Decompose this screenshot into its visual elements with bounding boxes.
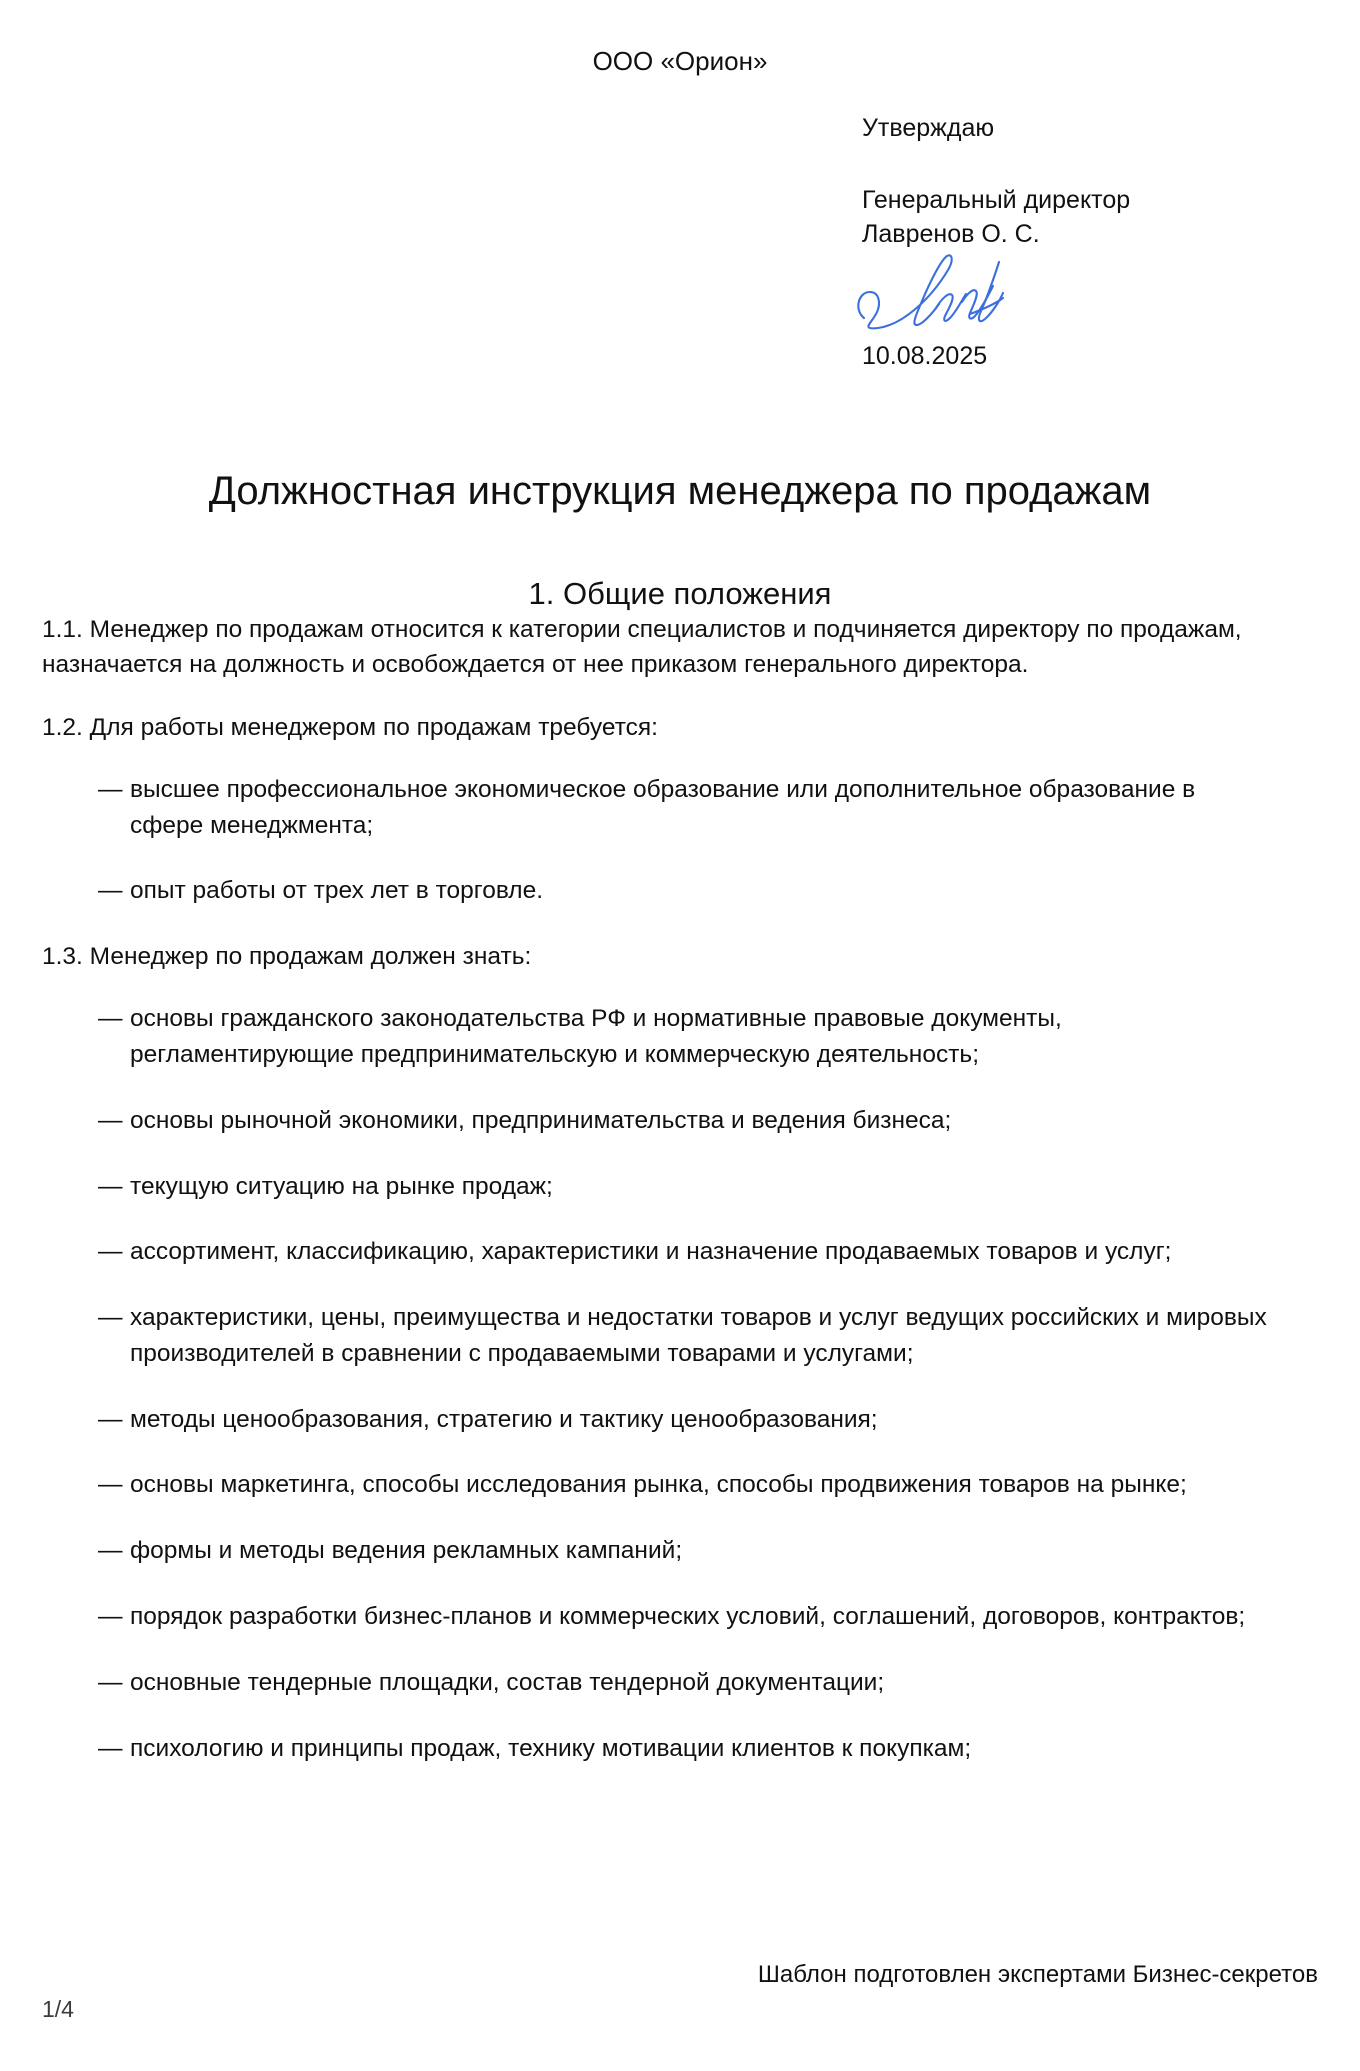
bullet-dash-icon: — — [98, 1405, 123, 1433]
list-item — [42, 1300, 1268, 1372]
list-item — [42, 1665, 1268, 1701]
bullet-dash-icon: — — [98, 775, 123, 803]
page-number: 1/4 — [42, 1996, 74, 2022]
signature-icon — [848, 248, 1038, 340]
knowledge-list — [42, 1001, 1268, 1766]
list-item-text: основы маркетинга, способы исследования рынка, способы продвижения товаров на рынке; — [130, 1471, 1187, 1499]
list-item-text: основы рыночной экономики, предпринимательства и ведения бизнеса; — [130, 1106, 952, 1134]
list-item-text: характеристики, цены, преимущества и недостатки товаров и услуг ведущих российских и мировых производителей в сравнении с продаваемыми товарами и услугами; — [130, 1304, 1267, 1367]
clause-1-2: 1.2. Для работы менеджером по продажам требуется: — [42, 713, 658, 741]
approval-spacer — [862, 146, 1302, 184]
requirements-list — [42, 772, 1268, 909]
list-item-text: основы гражданского законодательства РФ и нормативные правовые документы, регламентирующие предпринимательскую и коммерческую деятельность; — [130, 1005, 1062, 1069]
bullet-dash-icon: — — [98, 1734, 123, 1762]
signature-date: 10.08.2025 — [862, 342, 988, 370]
approval-block — [862, 112, 1302, 251]
list-item-text: опыт работы от трех лет в торговле. — [130, 877, 544, 905]
bullet-dash-icon: — — [98, 1537, 123, 1565]
list-item-text: методы ценообразования, стратегию и тактику ценообразования; — [130, 1405, 878, 1433]
page-title: Должностная инструкция менеджера по продажам — [208, 468, 1152, 513]
list-item-text: формы и методы ведения рекламных кампаний; — [130, 1537, 683, 1565]
bullet-dash-icon: — — [98, 1471, 123, 1499]
section-heading: 1. Общие положения — [528, 575, 832, 611]
list-item — [42, 1001, 1268, 1073]
bullet-dash-icon: — — [98, 1005, 123, 1033]
bullet-dash-icon: — — [98, 1304, 123, 1332]
signer-name: Лавренов О. С. — [862, 219, 1040, 248]
bullet-dash-icon: — — [98, 1603, 123, 1631]
list-item — [42, 1234, 1268, 1270]
list-item — [42, 772, 1268, 844]
list-item-text: ассортимент, классификацию, характеристики и назначение продаваемых товаров и услуг; — [130, 1238, 1172, 1266]
list-item-text: высшее профессиональное экономическое образование или дополнительное образование в сфере менеджмента; — [130, 775, 1196, 839]
bullet-dash-icon: — — [98, 1668, 123, 1696]
list-item — [42, 1533, 1268, 1569]
signer-position: Генеральный директор — [862, 185, 1131, 214]
bullet-dash-icon: — — [98, 1106, 123, 1134]
list-item-text: порядок разработки бизнес-планов и коммерческих условий, соглашений, договоров, контрактов; — [130, 1603, 1246, 1631]
list-item — [42, 1731, 1268, 1767]
footer-credit: Шаблон подготовлен экспертами Бизнес-секретов — [757, 1961, 1318, 1988]
list-item-text: текущую ситуацию на рынке продаж; — [130, 1172, 553, 1200]
list-item — [42, 1169, 1268, 1205]
bullet-dash-icon: — — [98, 1172, 123, 1200]
document-body — [42, 612, 1268, 1766]
list-item — [42, 1467, 1268, 1503]
clause-1-1: 1.1. Менеджер по продажам относится к категории специалистов и подчиняется директору по продажам, назначается на должность и освобождается от нее приказом генерального директора. — [42, 616, 1242, 679]
list-item — [42, 1599, 1268, 1635]
bullet-dash-icon: — — [98, 1238, 123, 1266]
list-item — [42, 1402, 1268, 1438]
organization-name: ООО «Орион» — [592, 46, 768, 76]
list-item — [42, 1103, 1268, 1139]
list-item — [42, 873, 1268, 909]
list-item-text: психологию и принципы продаж, технику мотивации клиентов к покупкам; — [130, 1734, 972, 1762]
clause-1-3: 1.3. Менеджер по продажам должен знать: — [42, 943, 532, 971]
list-item-text: основные тендерные площадки, состав тендерной документации; — [130, 1668, 885, 1696]
bullet-dash-icon: — — [98, 877, 123, 905]
approval-label: Утверждаю — [862, 114, 995, 142]
